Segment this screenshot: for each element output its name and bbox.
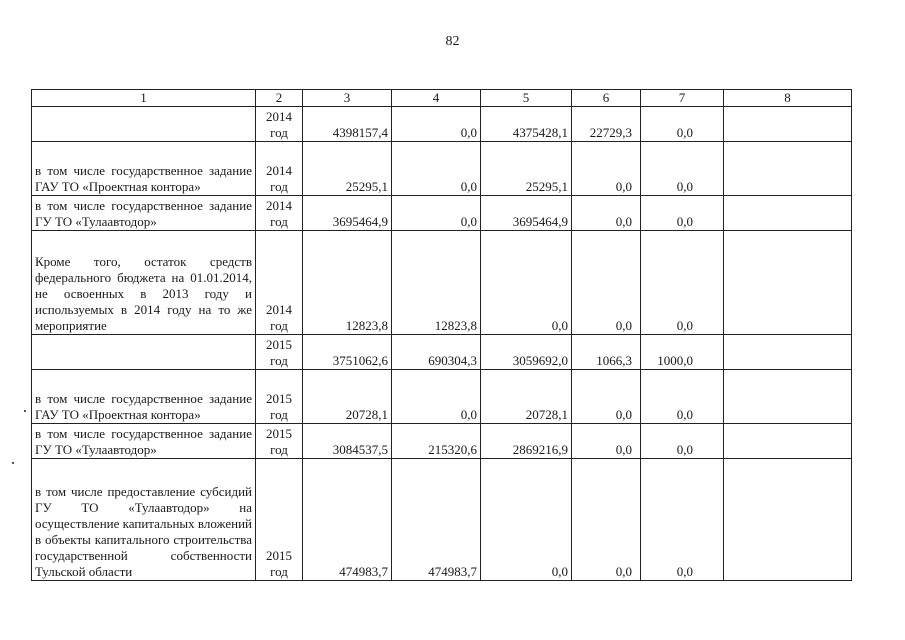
cell-col-7: 0,0 xyxy=(641,231,724,335)
header-col-5: 5 xyxy=(481,90,572,107)
row-year xyxy=(256,107,303,142)
cell-col-7: 0,0 xyxy=(641,196,724,231)
cell-col-8 xyxy=(724,107,852,142)
cell-col-8 xyxy=(724,424,852,459)
cell-col-5: 3695464,9 xyxy=(481,196,572,231)
row-year xyxy=(256,142,303,196)
cell-col-5: 4375428,1 xyxy=(481,107,572,142)
year-value: 2015 xyxy=(266,548,292,563)
year-value: 2014 xyxy=(266,109,292,124)
year-unit: год xyxy=(270,318,288,333)
year-unit: год xyxy=(270,353,288,368)
table-row xyxy=(32,370,852,424)
year-value: 2014 xyxy=(266,163,292,178)
cell-col-4: 0,0 xyxy=(392,370,481,424)
header-col-1: 1 xyxy=(32,90,256,107)
row-description xyxy=(32,335,256,370)
cell-col-8 xyxy=(724,196,852,231)
cell-col-7: 0,0 xyxy=(641,142,724,196)
cell-col-4: 690304,3 xyxy=(392,335,481,370)
year-value: 2015 xyxy=(266,337,292,352)
cell-col-5: 3059692,0 xyxy=(481,335,572,370)
row-description: в том числе государственное задание ГУ ТО «Тулаавтодор» xyxy=(32,196,256,231)
row-description: в том числе государственное задание ГАУ ТО «Проектная контора» xyxy=(32,370,256,424)
table-row xyxy=(32,335,852,370)
cell-col-3: 3695464,9 xyxy=(303,196,392,231)
cell-col-5: 0,0 xyxy=(481,231,572,335)
row-year xyxy=(256,196,303,231)
cell-col-3: 3751062,6 xyxy=(303,335,392,370)
header-col-7: 7 xyxy=(641,90,724,107)
cell-col-6: 0,0 xyxy=(572,424,641,459)
header-col-4: 4 xyxy=(392,90,481,107)
page-number: 82 xyxy=(445,34,460,49)
year-value: 2014 xyxy=(266,198,292,213)
cell-col-3: 12823,8 xyxy=(303,231,392,335)
row-description: в том числе государственное задание ГАУ ТО «Проектная контора» xyxy=(32,142,256,196)
scan-speck xyxy=(12,462,14,464)
table-row xyxy=(32,424,852,459)
table-row xyxy=(32,196,852,231)
cell-col-8 xyxy=(724,142,852,196)
row-description: в том числе предоставление субсидий ГУ ТО «Тулаавтодор» на осуществление капитальных вложений в объекты капитального строительства государственной собственности Тульской области xyxy=(32,459,256,581)
cell-col-3: 20728,1 xyxy=(303,370,392,424)
table-row xyxy=(32,459,852,581)
cell-col-5: 0,0 xyxy=(481,459,572,581)
year-unit: год xyxy=(270,442,288,457)
header-col-6: 6 xyxy=(572,90,641,107)
cell-col-4: 215320,6 xyxy=(392,424,481,459)
row-year xyxy=(256,459,303,581)
row-year xyxy=(256,231,303,335)
year-unit: год xyxy=(270,179,288,194)
cell-col-8 xyxy=(724,231,852,335)
row-year xyxy=(256,335,303,370)
row-description: в том числе государственное задание ГУ ТО «Тулаавтодор» xyxy=(32,424,256,459)
cell-col-7: 0,0 xyxy=(641,424,724,459)
cell-col-5: 2869216,9 xyxy=(481,424,572,459)
year-unit: год xyxy=(270,214,288,229)
year-value: 2014 xyxy=(266,302,292,317)
year-unit: год xyxy=(270,125,288,140)
cell-col-7: 0,0 xyxy=(641,370,724,424)
header-col-8: 8 xyxy=(724,90,852,107)
budget-table xyxy=(31,89,852,581)
cell-col-6: 22729,3 xyxy=(572,107,641,142)
cell-col-8 xyxy=(724,335,852,370)
cell-col-4: 0,0 xyxy=(392,107,481,142)
scan-speck xyxy=(24,410,26,412)
year-unit: год xyxy=(270,564,288,579)
cell-col-4: 0,0 xyxy=(392,142,481,196)
cell-col-6: 0,0 xyxy=(572,231,641,335)
cell-col-4: 12823,8 xyxy=(392,231,481,335)
cell-col-7: 1000,0 xyxy=(641,335,724,370)
cell-col-6: 0,0 xyxy=(572,142,641,196)
row-year xyxy=(256,424,303,459)
row-description xyxy=(32,107,256,142)
cell-col-4: 474983,7 xyxy=(392,459,481,581)
year-value: 2015 xyxy=(266,426,292,441)
cell-col-3: 25295,1 xyxy=(303,142,392,196)
row-year xyxy=(256,370,303,424)
cell-col-3: 474983,7 xyxy=(303,459,392,581)
year-value: 2015 xyxy=(266,391,292,406)
cell-col-8 xyxy=(724,459,852,581)
cell-col-6: 1066,3 xyxy=(572,335,641,370)
cell-col-6: 0,0 xyxy=(572,196,641,231)
cell-col-5: 25295,1 xyxy=(481,142,572,196)
header-col-3: 3 xyxy=(303,90,392,107)
table-row xyxy=(32,142,852,196)
cell-col-6: 0,0 xyxy=(572,459,641,581)
table-row xyxy=(32,231,852,335)
table-row xyxy=(32,107,852,142)
header-col-2: 2 xyxy=(256,90,303,107)
cell-col-7: 0,0 xyxy=(641,107,724,142)
cell-col-8 xyxy=(724,370,852,424)
cell-col-5: 20728,1 xyxy=(481,370,572,424)
row-description: Кроме того, остаток средств федерального бюджета на 01.01.2014, не освоенных в 2013 году и используемых в 2014 году на то же мероприятие xyxy=(32,231,256,335)
cell-col-4: 0,0 xyxy=(392,196,481,231)
year-unit: год xyxy=(270,407,288,422)
cell-col-7: 0,0 xyxy=(641,459,724,581)
cell-col-3: 4398157,4 xyxy=(303,107,392,142)
cell-col-6: 0,0 xyxy=(572,370,641,424)
cell-col-3: 3084537,5 xyxy=(303,424,392,459)
header-row xyxy=(32,90,852,107)
